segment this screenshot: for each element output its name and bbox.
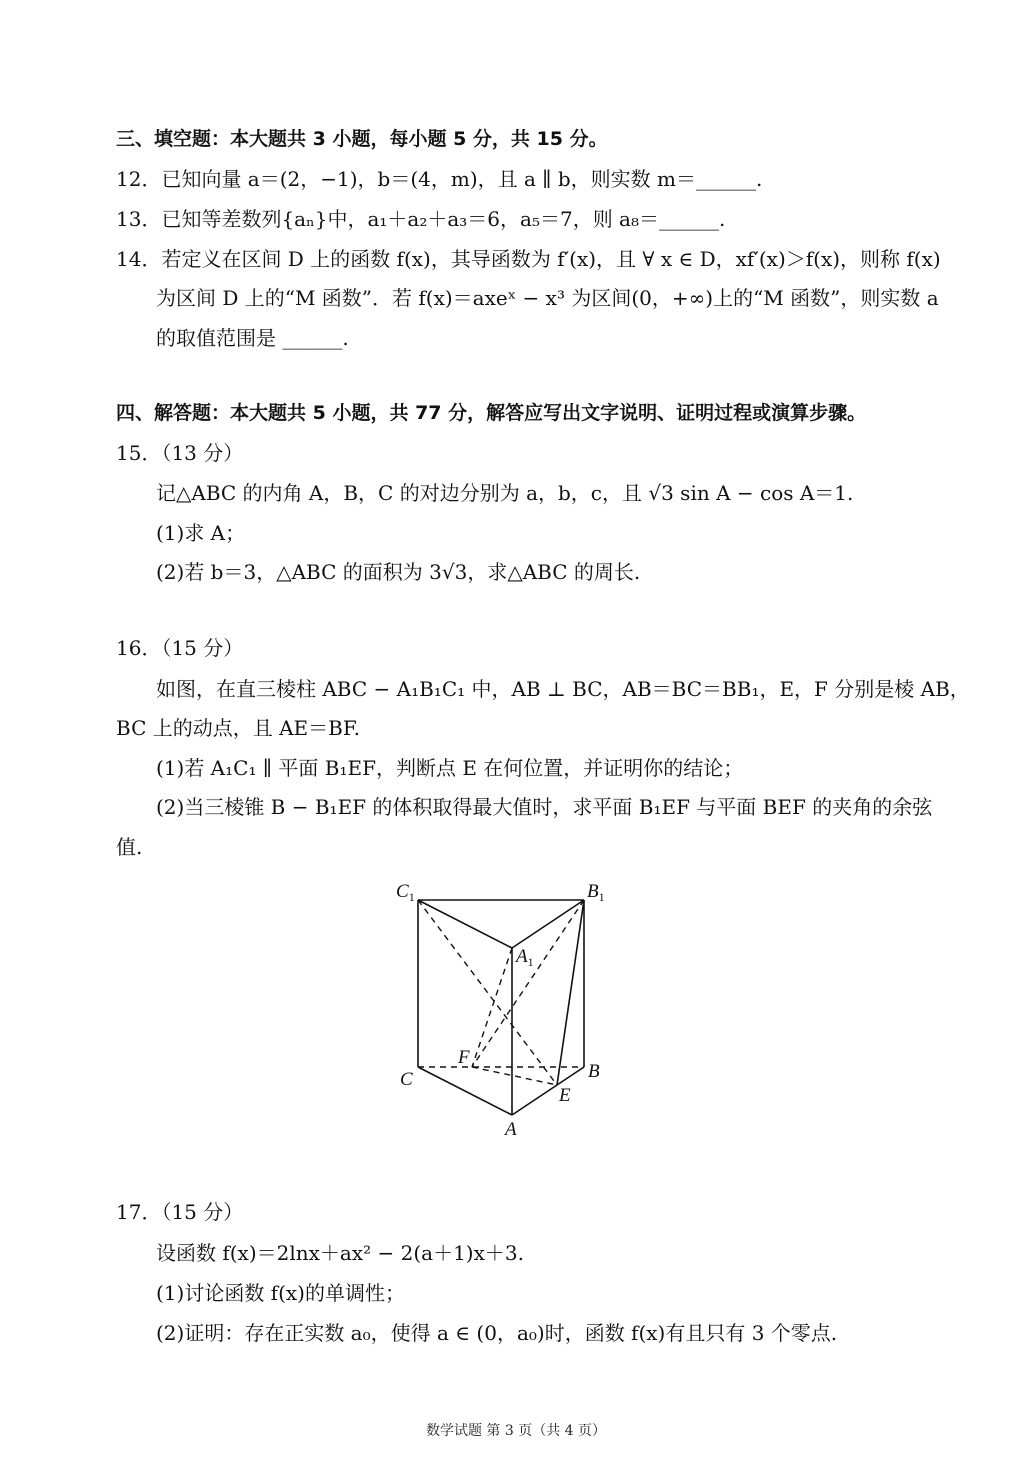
question-16-part-2-line-2: 值. (116, 835, 143, 859)
label-a: A (505, 1119, 517, 1140)
edge-b1-e (557, 900, 584, 1085)
edge-a-b (512, 1067, 584, 1115)
section-4-heading: 四、解答题：本大题共 5 小题，共 77 分，解答应写出文字说明、证明过程或演算步骤。 (116, 402, 867, 424)
edge-a1-f (472, 948, 512, 1067)
edge-c1-e (418, 900, 557, 1085)
question-15-part-1: (1)求 A； (156, 521, 246, 545)
question-16-stem-line-1: 如图，在直三棱柱 ABC − A₁B₁C₁ 中，AB ⊥ BC，AB＝BC＝BB₁，E，F 分别是棱 AB， (156, 677, 970, 701)
edge-b1-f (472, 900, 584, 1067)
edge-c1-a1 (418, 900, 512, 948)
section-3-heading: 三、填空题：本大题共 3 小题，每小题 5 分，共 15 分。 (116, 128, 608, 150)
label-a1: $A_1$ (516, 946, 534, 969)
question-16-stem-line-2: BC 上的动点，且 AE＝BF. (116, 716, 360, 740)
question-15-part-2: (2)若 b＝3，△ABC 的面积为 3√3，求△ABC 的周长. (156, 560, 641, 584)
label-e: E (559, 1085, 571, 1106)
question-14-line-2: 为区间 D 上的“M 函数”．若 f(x)＝axeˣ − x³ 为区间(0，+∞)上的“M 函数”，则实数 a (156, 286, 939, 310)
question-16-header: 16．（15 分） (116, 636, 244, 660)
label-c1: $C_1$ (396, 881, 415, 904)
label-b: B (588, 1061, 600, 1082)
question-15-stem: 记△ABC 的内角 A，B，C 的对边分别为 a，b，c，且 √3 sin A − cos A＝1. (156, 481, 854, 505)
question-17-stem: 设函数 f(x)＝2lnx＋ax² − 2(a＋1)x＋3. (156, 1241, 524, 1265)
question-13: 13．已知等差数列{aₙ}中，a₁＋a₂＋a₃＝6，a₅＝7，则 a₈＝______. (116, 207, 726, 231)
question-12: 12．已知向量 a＝(2，−1)，b＝(4，m)，且 a ∥ b，则实数 m＝______. (116, 167, 763, 191)
question-17-header: 17．（15 分） (116, 1200, 244, 1224)
question-14-line-3: 的取值范围是 ______. (156, 326, 349, 350)
question-15-header: 15．（13 分） (116, 441, 244, 465)
label-f: F (458, 1047, 470, 1068)
question-17-part-1: (1)讨论函数 f(x)的单调性； (156, 1281, 405, 1305)
question-17-part-2: (2)证明：存在正实数 a₀，使得 a ∈ (0，a₀)时，函数 f(x)有且只有 3 个零点. (156, 1321, 838, 1345)
question-16-part-2-line-1: (2)当三棱锥 B − B₁EF 的体积取得最大值时，求平面 B₁EF 与平面 BEF 的夹角的余弦 (156, 795, 933, 819)
page-footer: 数学试题 第 3 页（共 4 页） (425, 1423, 607, 1439)
question-16-part-1: (1)若 A₁C₁ ∥ 平面 B₁EF，判断点 E 在何位置，并证明你的结论； (156, 756, 744, 780)
edge-a1-b1 (512, 900, 584, 948)
edge-c-a (418, 1067, 512, 1115)
question-14-line-1: 14．若定义在区间 D 上的函数 f(x)，其导函数为 f′(x)，且 ∀ x ∈ D，xf′(x)＞f(x)，则称 f(x) (116, 247, 941, 271)
label-c: C (400, 1069, 413, 1090)
edge-f-e (472, 1067, 557, 1085)
label-b1: $B_1$ (587, 881, 605, 904)
